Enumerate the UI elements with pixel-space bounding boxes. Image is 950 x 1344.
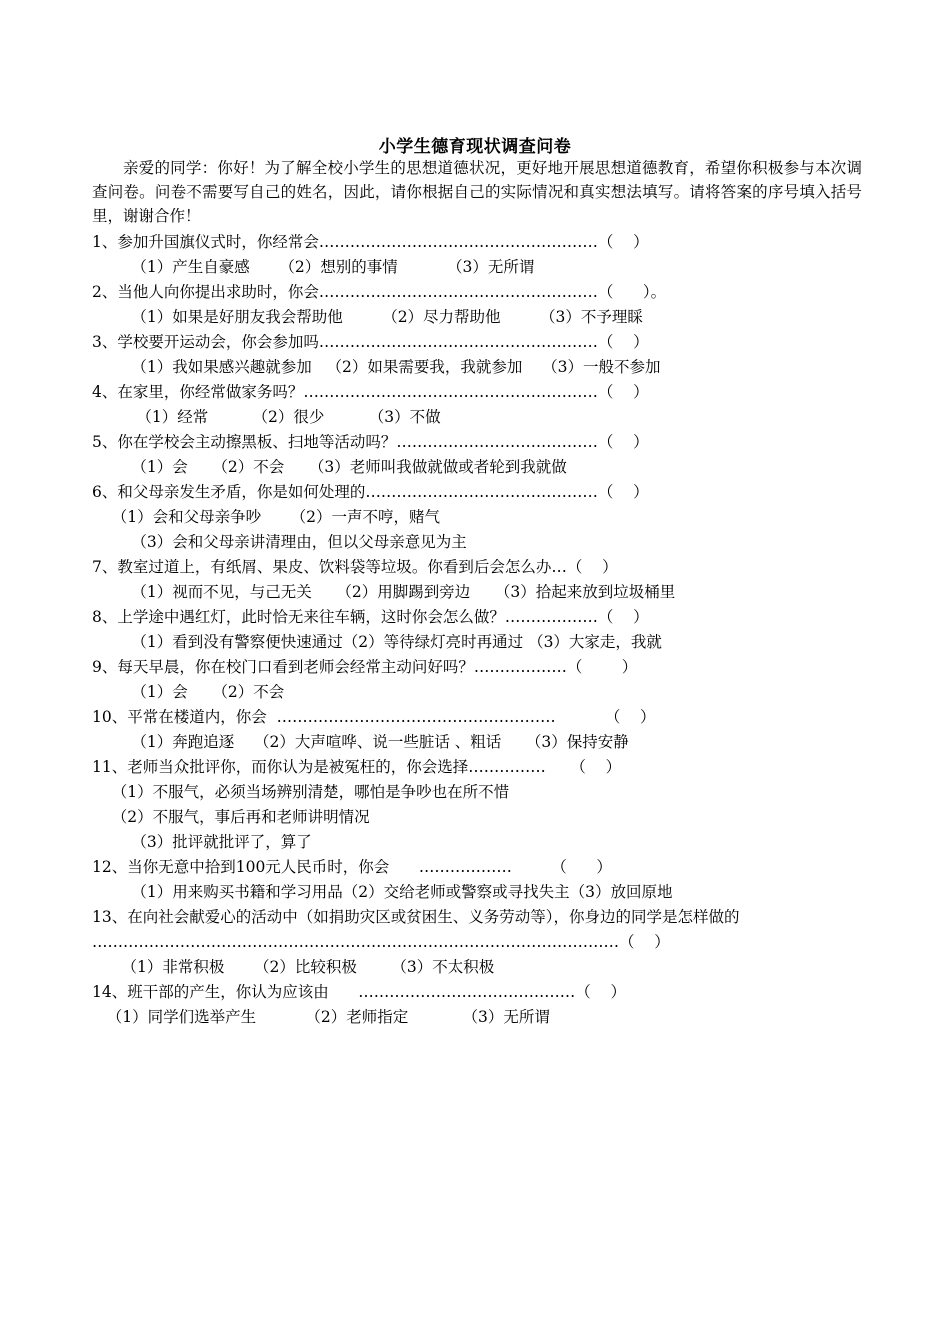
question-11-option-2: （2）不服气，事后再和老师讲明情况 bbox=[92, 808, 370, 826]
question-8: 8、上学途中遇红灯，此时恰无来往车辆，这时你会怎么做？………………（ ） bbox=[92, 608, 649, 626]
question-10: 10、平常在楼道内，你会 ……………………………………………… （ ） bbox=[92, 708, 656, 726]
question-12-options: （1）用来购买书籍和学习用品（2）交给老师或警察或寻找失主（3）放回原地 bbox=[92, 883, 673, 901]
question-7-options: （1）视而不见，与己无关 （2）用脚踢到旁边 （3）拾起来放到垃圾桶里 bbox=[92, 583, 676, 601]
question-13-answer-line: …………………………………………………………………………………………（ ） bbox=[92, 933, 670, 951]
question-1: 1、参加升国旗仪式时，你经常会………………………………………………（ ） bbox=[92, 233, 649, 251]
question-2-options: （1）如果是好朋友我会帮助他 （2）尽力帮助他 （3）不予理睬 bbox=[92, 308, 643, 326]
question-11-option-3: （3）批评就批评了，算了 bbox=[92, 833, 312, 851]
question-6-options-a: （1）会和父母亲争吵 （2）一声不哼，赌气 bbox=[92, 508, 440, 526]
question-6-options-b: （3）会和父母亲讲清理由，但以父母亲意见为主 bbox=[92, 533, 467, 551]
question-5-options: （1）会 （2）不会 （3）老师叫我做就做或者轮到我就做 bbox=[92, 458, 567, 476]
question-13-options: （1）非常积极 （2）比较积极 （3）不太积极 bbox=[92, 958, 495, 976]
question-6: 6、和父母亲发生矛盾，你是如何处理的………………………………………（ ） bbox=[92, 483, 649, 501]
question-5: 5、你在学校会主动擦黑板、扫地等活动吗？…………………………………（ ） bbox=[92, 433, 649, 451]
document-title: 小学生德育现状调查问卷 bbox=[378, 137, 572, 157]
question-3: 3、学校要开运动会，你会参加吗………………………………………………（ ） bbox=[92, 333, 649, 351]
question-4: 4、在家里，你经常做家务吗？…………………………………………………（ ） bbox=[92, 383, 649, 401]
intro-paragraph: 亲爱的同学：你好！为了解全校小学生的思想道德状况，更好地开展思想道德教育，希望你积极参与本次调查问卷。问卷不需要写自己的姓名，因此，请你根据自己的实际情况和真实想法填写。请将答案的序号填入括号里，谢谢合作！ bbox=[92, 159, 862, 225]
question-9: 9、每天早晨，你在校门口看到老师会经常主动问好吗？………………（ ） bbox=[92, 658, 638, 676]
question-11-option-1: （1）不服气，必须当场辨别清楚，哪怕是争吵也在所不惜 bbox=[92, 783, 510, 801]
question-2: 2、当他人向你提出求助时，你会………………………………………………（ ）。 bbox=[92, 283, 667, 301]
question-8-options: （1）看到没有警察便快速通过（2）等待绿灯亮时再通过 （3）大家走，我就 bbox=[92, 633, 662, 651]
question-3-options: （1）我如果感兴趣就参加 （2）如果需要我，我就参加 （3）一般不参加 bbox=[92, 358, 661, 376]
question-1-options: （1）产生自豪感 （2）想别的事情 （3）无所谓 bbox=[92, 258, 535, 276]
question-14: 14、班干部的产生，你认为应该由 ……………………………………（ ） bbox=[92, 983, 626, 1001]
question-14-options: （1）同学们选举产生 （2）老师指定 （3）无所谓 bbox=[92, 1008, 550, 1026]
question-12: 12、当你无意中拾到100元人民币时，你会 ……………… （ ） bbox=[92, 858, 612, 876]
question-9-options: （1）会 （2）不会 bbox=[92, 683, 285, 701]
question-4-options: （1）经常 （2）很少 （3）不做 bbox=[92, 408, 441, 426]
question-13: 13、在向社会献爱心的活动中（如捐助灾区或贫困生、义务劳动等），你身边的同学是怎样做的 bbox=[92, 908, 740, 926]
question-7: 7、教室过道上，有纸屑、果皮、饮料袋等垃圾。你看到后会怎么办…（ ） bbox=[92, 558, 618, 576]
question-10-options: （1）奔跑追逐 （2）大声喧哗、说一些脏话 、粗话 （3）保持安静 bbox=[92, 733, 629, 751]
question-11: 11、老师当众批评你，而你认为是被冤枉的，你会选择…………… （ ） bbox=[92, 758, 622, 776]
